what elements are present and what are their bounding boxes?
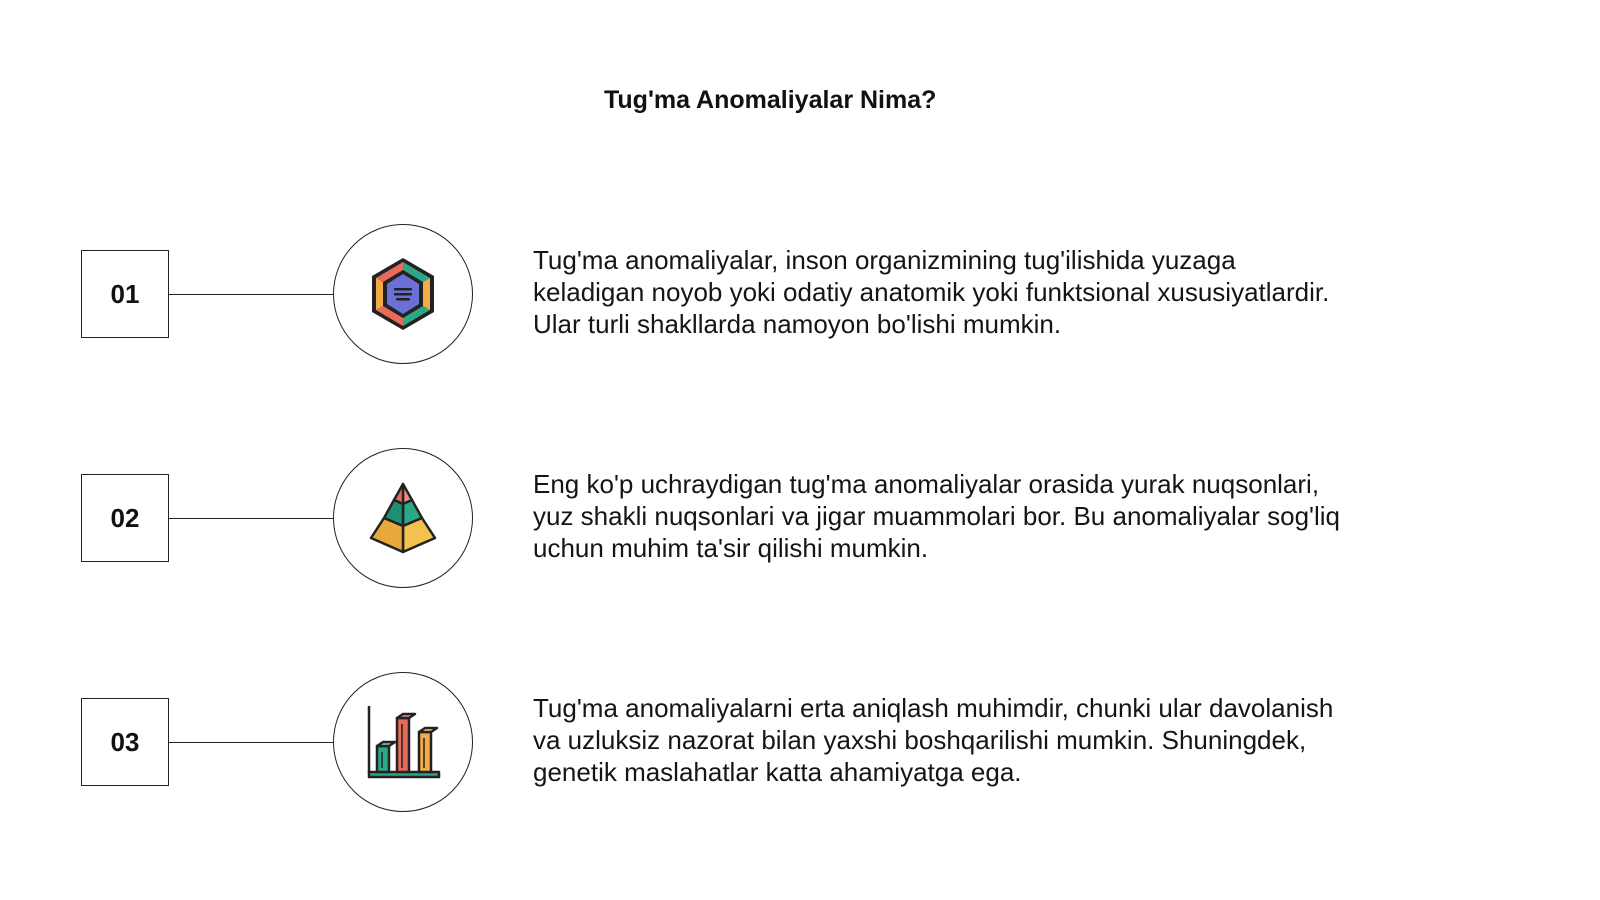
icon-circle xyxy=(333,224,473,364)
connector-line xyxy=(169,742,333,743)
step-row-3 xyxy=(0,672,1600,814)
bar-chart-icon xyxy=(363,702,443,782)
connector-line xyxy=(169,294,333,295)
icon-circle xyxy=(333,672,473,812)
pyramid-icon xyxy=(363,478,443,558)
step-row-2 xyxy=(0,448,1600,590)
step-number-box: 03 xyxy=(81,698,169,786)
step-description: Tug'ma anomaliyalarni erta aniqlash muhimdir, chunki ular davolanish va uzluksiz nazorat bilan yaxshi boshqarilishi mumkin. Shuningdek, genetik maslahatlar katta ahamiyatga ega. xyxy=(533,693,1334,787)
step-description: Eng ko'p uchraydigan tug'ma anomaliyalar orasida yurak nuqsonlari, yuz shakli nuqsonlari va jigar muammolari bor. Bu anomaliyalar sog'liq uchun muhim ta'sir qilishi mumkin. xyxy=(533,469,1341,563)
step-number-box: 02 xyxy=(81,474,169,562)
step-description: Tug'ma anomaliyalar, inson organizmining tug'ilishida yuzaga keladigan noyob yoki odatiy anatomik yoki funktsional xususiyatlardir. Ular turli shakllarda namoyon bo'lishi mumkin. xyxy=(533,245,1330,339)
page-title: Tug'ma Anomaliyalar Nima? xyxy=(604,86,937,114)
step-row-1 xyxy=(0,224,1600,366)
connector-line xyxy=(169,518,333,519)
icon-circle xyxy=(333,448,473,588)
hexagon-list-icon xyxy=(363,254,443,334)
step-number-box: 01 xyxy=(81,250,169,338)
